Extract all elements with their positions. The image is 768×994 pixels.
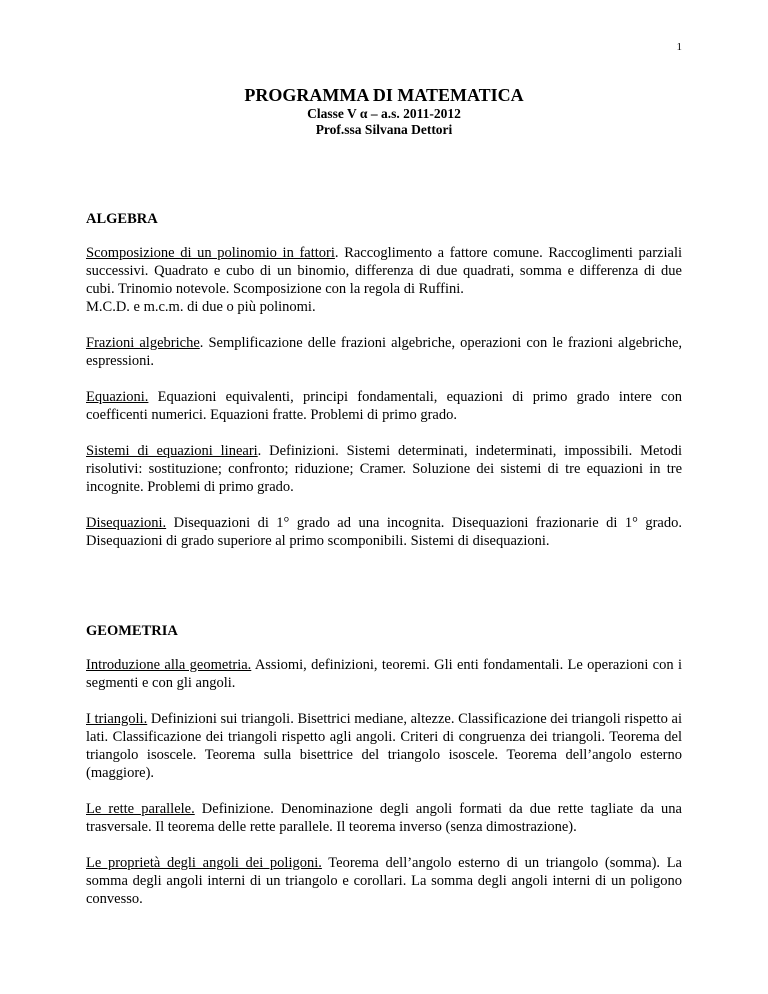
algebra-paragraph-2 xyxy=(86,334,682,370)
paragraph-text: . Raccoglimento a fattore comune. Raccoglimenti parziali successivi. Quadrato e cubo di un binomio, differenza di due quadrati, somma e differenza di due cubi. Trinomio notevole. Scomposizione con la regola di Ruffini. xyxy=(86,245,683,297)
paragraph-topic: Equazioni. xyxy=(86,389,149,405)
paragraph-topic: Introduzione alla geometria. xyxy=(86,657,252,673)
geometria-paragraph-2 xyxy=(86,710,682,782)
class-line: Classe V α – a.s. 2011-2012 xyxy=(307,106,461,121)
paragraph-text: . Semplificazione delle frazioni algebriche, operazioni con le frazioni algebriche, espressioni. xyxy=(86,335,683,369)
paragraph-text: Disequazioni di 1° grado ad una incognita. Disequazioni frazionarie di 1° grado. Disequazioni di grado superiore al primo scomponibili. Sistemi di disequazioni. xyxy=(86,515,682,549)
paragraph-text: Assiomi, definizioni, teoremi. Gli enti fondamentali. Le operazioni con i segmenti e con gli angoli. xyxy=(86,657,682,691)
geometria-section xyxy=(86,622,682,640)
algebra-paragraph-3 xyxy=(86,388,682,424)
paragraph-text: Definizioni sui triangoli. Bisettrici mediane, altezze. Classificazione dei triangoli rispetto ai lati. Classificazione dei triangoli rispetto agli angoli. Criteri di congruenza dei triangoli. Teorema del triangolo isoscele. Teorema sulla bisettrice del triangolo isoscele. Teorema dell’angolo esterno (maggiore). xyxy=(86,711,682,781)
paragraph-topic: Le proprietà degli angoli dei poligoni. xyxy=(86,855,322,871)
paragraph-text: Teorema dell’angolo esterno di un triangolo (somma). La somma degli angoli interni di un triangolo e corollari. La somma degli angoli interni di un poligono convesso. xyxy=(86,855,682,907)
geometria-heading: GEOMETRIA xyxy=(86,623,178,639)
paragraph-text: Equazioni equivalenti, principi fondamentali, equazioni di primo grado intere con coefficenti numerici. Equazioni fratte. Problemi di primo grado. xyxy=(86,389,682,423)
geometria-paragraph-3 xyxy=(86,800,682,836)
algebra-paragraph-4 xyxy=(86,442,682,496)
teacher-name: Prof.ssa Silvana Dettori xyxy=(315,122,453,137)
paragraph-topic: I triangoli. xyxy=(86,711,148,727)
paragraph-text: Definizione. Denominazione degli angoli formati da due rette tagliate da una trasversale. Il teorema delle rette parallele. Il teorema inverso (senza dimostrazione). xyxy=(86,801,682,835)
paragraph-extra-line: M.C.D. e m.c.m. di due o più polinomi. xyxy=(86,299,316,315)
paragraph-text: . Definizioni. Sistemi determinati, indeterminati, impossibili. Metodi risolutivi: sostituzione; confronto; riduzione; Cramer. Soluzione dei sistemi di tre equazioni in tre incognite. Problemi di primo grado. xyxy=(86,443,682,495)
paragraph-topic: Sistemi di equazioni lineari xyxy=(86,443,258,459)
geometria-paragraph-1 xyxy=(86,656,682,692)
document-header xyxy=(0,84,768,138)
algebra-heading: ALGEBRA xyxy=(86,211,158,227)
page-number: 1 xyxy=(676,41,682,53)
algebra-paragraph-1 xyxy=(86,244,682,316)
geometria-paragraph-4 xyxy=(86,854,682,908)
algebra-paragraph-5 xyxy=(86,514,682,550)
paragraph-topic: Disequazioni. xyxy=(86,515,167,531)
document-title: PROGRAMMA DI MATEMATICA xyxy=(244,85,524,105)
paragraph-topic: Frazioni algebriche xyxy=(86,335,200,351)
paragraph-topic: Le rette parallele. xyxy=(86,801,195,817)
algebra-section xyxy=(86,210,682,228)
paragraph-topic: Scomposizione di un polinomio in fattori xyxy=(86,245,335,261)
